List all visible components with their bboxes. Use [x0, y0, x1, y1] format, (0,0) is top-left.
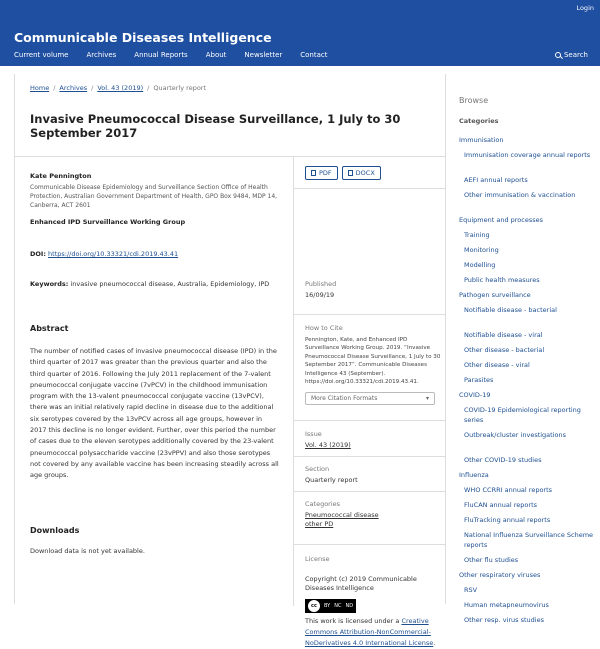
sidebar-subcategory[interactable]: National Influenza Surveillance Scheme reports	[464, 531, 594, 549]
abstract-heading: Abstract	[30, 324, 69, 333]
divider	[293, 314, 445, 315]
issue-label: Issue	[305, 430, 322, 438]
sidebar-subcategory[interactable]: Notifiable disease - bacterial	[464, 306, 557, 314]
citation-formats-dropdown[interactable]	[305, 392, 435, 405]
keywords-value: invasive pneumococcal disease, Australia, Epidemiology, IPD	[70, 280, 270, 288]
sidebar-category[interactable]: Influenza	[459, 471, 489, 479]
sidebar-category[interactable]: Pathogen surveillance	[459, 291, 531, 299]
divider	[293, 491, 445, 492]
sidebar-subcategory[interactable]: Immunisation coverage annual reports	[464, 151, 591, 159]
nav-archives[interactable]: Archives	[86, 51, 117, 59]
sidebar-subcategory[interactable]: Parasites	[464, 376, 494, 384]
sidebar-subcategory[interactable]: AEFI annual reports	[464, 176, 528, 184]
sidebar	[459, 96, 600, 624]
license-suffix: .	[433, 639, 436, 647]
breadcrumb-separator: /	[53, 84, 56, 92]
divider	[293, 188, 445, 189]
nav-about[interactable]: About	[205, 51, 227, 59]
divider	[15, 156, 445, 157]
citation-formats-label: More Citation Formats	[311, 395, 378, 403]
doi-row	[30, 250, 178, 258]
breadcrumb-issue[interactable]: Vol. 43 (2019)	[97, 84, 144, 92]
sidebar-subcategory[interactable]: Human metapneumovirus	[464, 601, 549, 609]
browse-heading: Browse	[459, 96, 489, 105]
sidebar-subcategory[interactable]: Other disease - viral	[464, 361, 530, 369]
breadcrumb	[30, 84, 206, 92]
sidebar-category[interactable]: Equipment and processes	[459, 216, 544, 224]
categories-label: Categories	[305, 500, 341, 508]
breadcrumb-separator: /	[147, 84, 150, 92]
downloads-heading: Downloads	[30, 526, 80, 535]
author-name: Kate Pennington	[30, 172, 92, 180]
license-link[interactable]: Creative Commons Attribution-NonCommercial-NoDerivatives 4.0 International License	[305, 617, 434, 647]
sidebar-subcategory[interactable]: Notifiable disease - viral	[464, 331, 543, 339]
breadcrumb-current: Quarterly report	[153, 84, 207, 92]
galley-buttons	[305, 166, 443, 180]
sidebar-subcategory[interactable]: FluCAN annual reports	[464, 501, 538, 509]
sidebar-subcategory[interactable]: Public health measures	[464, 276, 540, 284]
cc-nc-icon: NC	[334, 603, 342, 609]
categories-block	[305, 500, 443, 529]
sidebar-subcategory[interactable]: Other flu studies	[464, 556, 519, 564]
author-group: Enhanced IPD Surveillance Working Group	[30, 218, 186, 226]
sidebar-subcategory[interactable]: Other COVID-19 studies	[464, 456, 542, 464]
breadcrumb-home[interactable]: Home	[30, 84, 50, 92]
main-nav	[14, 51, 346, 59]
sidebar-subcategory[interactable]: Modelling	[464, 261, 496, 269]
nav-contact[interactable]: Contact	[300, 51, 328, 59]
search-link[interactable]	[555, 51, 588, 59]
sidebar-subcategory[interactable]: Other resp. virus studies	[464, 616, 544, 624]
sidebar-subcategory[interactable]: FluTracking annual reports	[464, 516, 551, 524]
pdf-label: PDF	[319, 169, 332, 177]
nav-annual-reports[interactable]: Annual Reports	[134, 51, 188, 59]
abstract-text: The number of notified cases of invasive pneumococcal disease (IPD) in the third quarter of 2017 was greater than the previous quarter and also the third quarter of 2016. Following the July 2011 replacement of the 7-valent pneumococcal conjugate vaccine (7vPCV) in the childhood immunisation program with the 13-valent pneumococcal conjugate vaccine (13vPCV), there was an initial relatively rapid decline in disease due to the additional six serotypes covered by the 13vPCV across all age groups, however in 2017 this decline is no longer evident. Further, over this period the number of cases due to the eleven serotypes additionally covered by the 23-valent pneumococcal polysaccharide vaccine (23vPPV) and also those serotypes not covered by any available vaccine has been increasing steadily across all age groups.	[30, 347, 279, 480]
breadcrumb-separator: /	[91, 84, 94, 92]
license-block	[305, 555, 443, 649]
cite-label: How to Cite	[305, 324, 343, 332]
category-link-other-pd[interactable]: other PD	[305, 520, 334, 528]
sidebar-category[interactable]: Other respiratory viruses	[459, 571, 541, 579]
cc-nd-icon: ND	[345, 603, 354, 609]
sidebar-subcategory[interactable]: WHO CCRRI annual reports	[464, 486, 553, 494]
sidebar-subcategory[interactable]: Monitoring	[464, 246, 499, 254]
license-statement	[305, 616, 443, 649]
keywords-row	[30, 280, 282, 288]
file-icon	[348, 170, 353, 176]
sidebar-subcategory[interactable]: Other disease - bacterial	[464, 346, 545, 354]
docx-label: DOCX	[355, 169, 375, 177]
breadcrumb-archives[interactable]: Archives	[59, 84, 88, 92]
issue-link[interactable]: Vol. 43 (2019)	[305, 441, 351, 449]
sidebar-category[interactable]: COVID-19	[459, 391, 491, 399]
file-icon	[311, 170, 316, 176]
docx-button[interactable]	[342, 166, 381, 180]
site-header	[0, 0, 600, 66]
section-block	[305, 465, 443, 485]
pdf-button[interactable]	[305, 166, 338, 180]
published-date: 16/09/19	[305, 291, 335, 299]
nav-current-volume[interactable]: Current volume	[14, 51, 69, 59]
divider	[293, 544, 445, 545]
divider	[293, 456, 445, 457]
site-title[interactable]: Communicable Diseases Intelligence	[14, 30, 272, 45]
cc-by-icon: BY	[324, 603, 331, 609]
sidebar-subcategory[interactable]: COVID-19 Epidemiological reporting series	[464, 406, 581, 424]
copyright-text: Copyright (c) 2019 Communicable Diseases Intelligence	[305, 575, 417, 592]
chevron-down-icon: ▾	[425, 395, 429, 403]
sidebar-category[interactable]: Immunisation	[459, 136, 504, 144]
sidebar-subcategory[interactable]: Outbreak/cluster investigations	[464, 431, 567, 439]
article-meta	[305, 166, 443, 647]
cc-license-badge[interactable]	[305, 599, 356, 613]
category-link-pneumococcal[interactable]: Pneumococcal disease	[305, 511, 379, 519]
sidebar-subcategory[interactable]: Training	[464, 231, 490, 239]
section-value: Quarterly report	[305, 476, 358, 484]
column-divider	[293, 156, 294, 606]
published-block	[305, 280, 443, 300]
sidebar-subcategory[interactable]: RSV	[464, 586, 478, 594]
nav-newsletter[interactable]: Newsletter	[244, 51, 283, 59]
section-label: Section	[305, 465, 330, 473]
article-main	[14, 74, 446, 647]
cc-icon: cc	[308, 600, 320, 612]
divider	[293, 420, 445, 421]
citation-text: Pennington, Kate, and Enhanced IPD Surveillance Working Group. 2019. “Invasive Pneumococcal Disease Surveillance, 1 July to 30 September 2017”. Communicable Diseases Intelligence 43 (September). https://doi.org/10.33321/cdi.2019.43.41.	[305, 337, 441, 386]
cite-block	[305, 324, 443, 405]
login-link[interactable]: Login	[576, 4, 594, 12]
author-affiliation: Communicable Disease Epidemiology and Surveillance Section Office of Health Protection, Australian Government Department of Health, GPO Box 9484, MDP 14, Canberra, ACT 2601	[30, 184, 278, 209]
keywords-label: Keywords:	[30, 280, 69, 288]
doi-label: DOI:	[30, 250, 46, 258]
sidebar-subcategory[interactable]: Other immunisation & vaccination	[464, 191, 576, 199]
author-block	[30, 172, 282, 226]
categories-heading: Categories	[459, 117, 499, 125]
search-icon	[555, 52, 561, 58]
license-label: License	[305, 555, 330, 563]
published-label: Published	[305, 280, 337, 288]
license-prefix: This work is licensed under a	[305, 617, 402, 625]
article-title: Invasive Pneumococcal Disease Surveillance, 1 July to 30 September 2017	[30, 112, 401, 140]
search-label: Search	[563, 51, 588, 59]
downloads-text: Download data is not yet available.	[30, 547, 145, 555]
issue-block	[305, 430, 443, 450]
doi-link[interactable]: https://doi.org/10.33321/cdi.2019.43.41	[48, 250, 179, 258]
